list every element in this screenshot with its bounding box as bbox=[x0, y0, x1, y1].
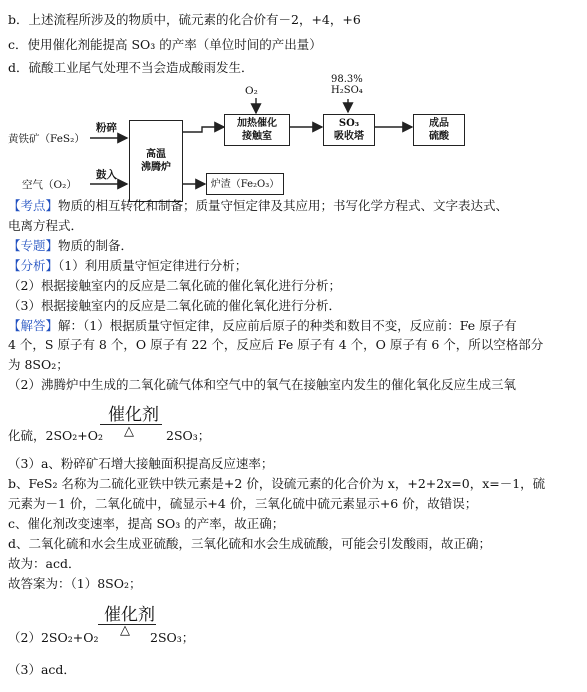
jieda-line-3c: 元素为－1 价，二氧化硫中，硫显示+4 价，三氧化硫中硫元素显示+6 价，故错误； bbox=[8, 496, 478, 511]
answer-3: （3）acd． bbox=[8, 662, 76, 677]
kaodian-line bbox=[8, 198, 508, 214]
jieda-line-3f: 故为：acd． bbox=[8, 556, 81, 571]
kaodian-line-2: 电离方程式． bbox=[8, 218, 84, 233]
zhuanti-text: 物质的制备． bbox=[58, 238, 134, 253]
air-label: 空气（O₂） bbox=[22, 179, 77, 191]
fenxi-line-3: （3）根据接触室内的反应是二氧化硫的催化氧化进行分析． bbox=[8, 298, 341, 313]
jieda-line-1b: 4 个，S 原子有 8 个，O 原子有 22 个，反应后 Fe 原子有 4 个，O 原子有 6 个，所以空格部分 bbox=[8, 337, 544, 352]
pyrite-label: 黄铁矿（FeS₂） bbox=[8, 133, 85, 145]
answer-2-product: 2SO₃； bbox=[150, 630, 195, 645]
o2-input-label: O₂ bbox=[245, 85, 258, 97]
fenxi-line-2: （2）根据接触室内的反应是二氧化硫的催化氧化进行分析； bbox=[8, 278, 341, 293]
heat-symbol-1: △ bbox=[124, 424, 134, 439]
jieda-tag: 【解答】 bbox=[8, 318, 59, 333]
jieda-line bbox=[8, 318, 517, 334]
zhuanti-tag: 【专题】 bbox=[8, 238, 59, 253]
product-acid-box: 成品 硫酸 bbox=[413, 114, 465, 146]
option-b: b．上述流程所涉及的物质中，硫元素的化合价有－2，+4，+6 bbox=[8, 12, 361, 27]
jieda-line-3b: b、FeS₂ 名称为二硫化亚铁中铁元素是+2 价，设硫元素的化合价为 x，+2+2x=0，x=－1，硫 bbox=[8, 476, 546, 491]
heat-symbol-2: △ bbox=[120, 623, 130, 638]
jieda-line-2b-product: 2SO₃； bbox=[166, 428, 211, 443]
kaodian-tag: 【考点】 bbox=[8, 198, 59, 213]
fenxi-tag: 【分析】 bbox=[8, 258, 59, 273]
jieda-line-3d: c、催化剂改变速率，提高 SO₃ 的产率，故正确； bbox=[8, 516, 285, 531]
jieda-line-2b: 化硫，2SO₂+O₂ bbox=[8, 428, 104, 443]
jieda-line-3a: （3）a、粉碎矿石增大接触面积提高反应速率； bbox=[8, 456, 274, 471]
jieda-line-3e: d、二氧化硫和水会生成亚硫酸，三氧化硫和水会生成硫酸，可能会引发酸雨，故正确； bbox=[8, 536, 492, 551]
answer-2: （2）2SO₂+O₂ bbox=[8, 630, 99, 645]
option-c: c．使用催化剂能提高 SO₃ 的产率（单位时间的产出量） bbox=[8, 37, 322, 52]
slag-box: 炉渣（Fe₂O₃） bbox=[206, 173, 284, 195]
jieda-text: 解：（1）根据质量守恒定律，反应前后原子的种类和数目不变，反应前：Fe 原子有 bbox=[58, 318, 517, 333]
fenxi-text: （1）利用质量守恒定律进行分析； bbox=[58, 258, 248, 273]
option-d: d．硫酸工业尾气处理不当会造成酸雨发生． bbox=[8, 60, 254, 75]
catalyst-label-1: 催化剂 bbox=[108, 405, 159, 425]
contact-chamber-box: 加热催化 接触室 bbox=[224, 114, 290, 146]
blow-in-label: 鼓入 bbox=[96, 169, 117, 181]
absorber-tower-box: SO₃ 吸收塔 bbox=[323, 114, 375, 146]
catalyst-label-2: 催化剂 bbox=[104, 605, 155, 625]
jieda-line-1c: 为 8SO₂； bbox=[8, 357, 69, 372]
fenxi-line bbox=[8, 258, 247, 274]
jieda-line-2a: （2）沸腾炉中生成的二氧化硫气体和空气中的氧气在接触室内发生的催化氧化反应生成三氧 bbox=[8, 377, 516, 392]
zhuanti-line bbox=[8, 238, 133, 254]
crush-label: 粉碎 bbox=[96, 122, 117, 134]
answer-head: 故答案为：（1）8SO₂； bbox=[8, 576, 142, 591]
flow-arrows bbox=[0, 0, 587, 200]
sulfuric-acid-input-label: 98.3% H₂SO₄ bbox=[331, 74, 363, 96]
boiling-furnace-box: 高温 沸腾炉 bbox=[129, 120, 183, 202]
kaodian-text: 物质的相互转化和制备；质量守恒定律及其应用；书写化学方程式、文字表达式、 bbox=[58, 198, 509, 213]
